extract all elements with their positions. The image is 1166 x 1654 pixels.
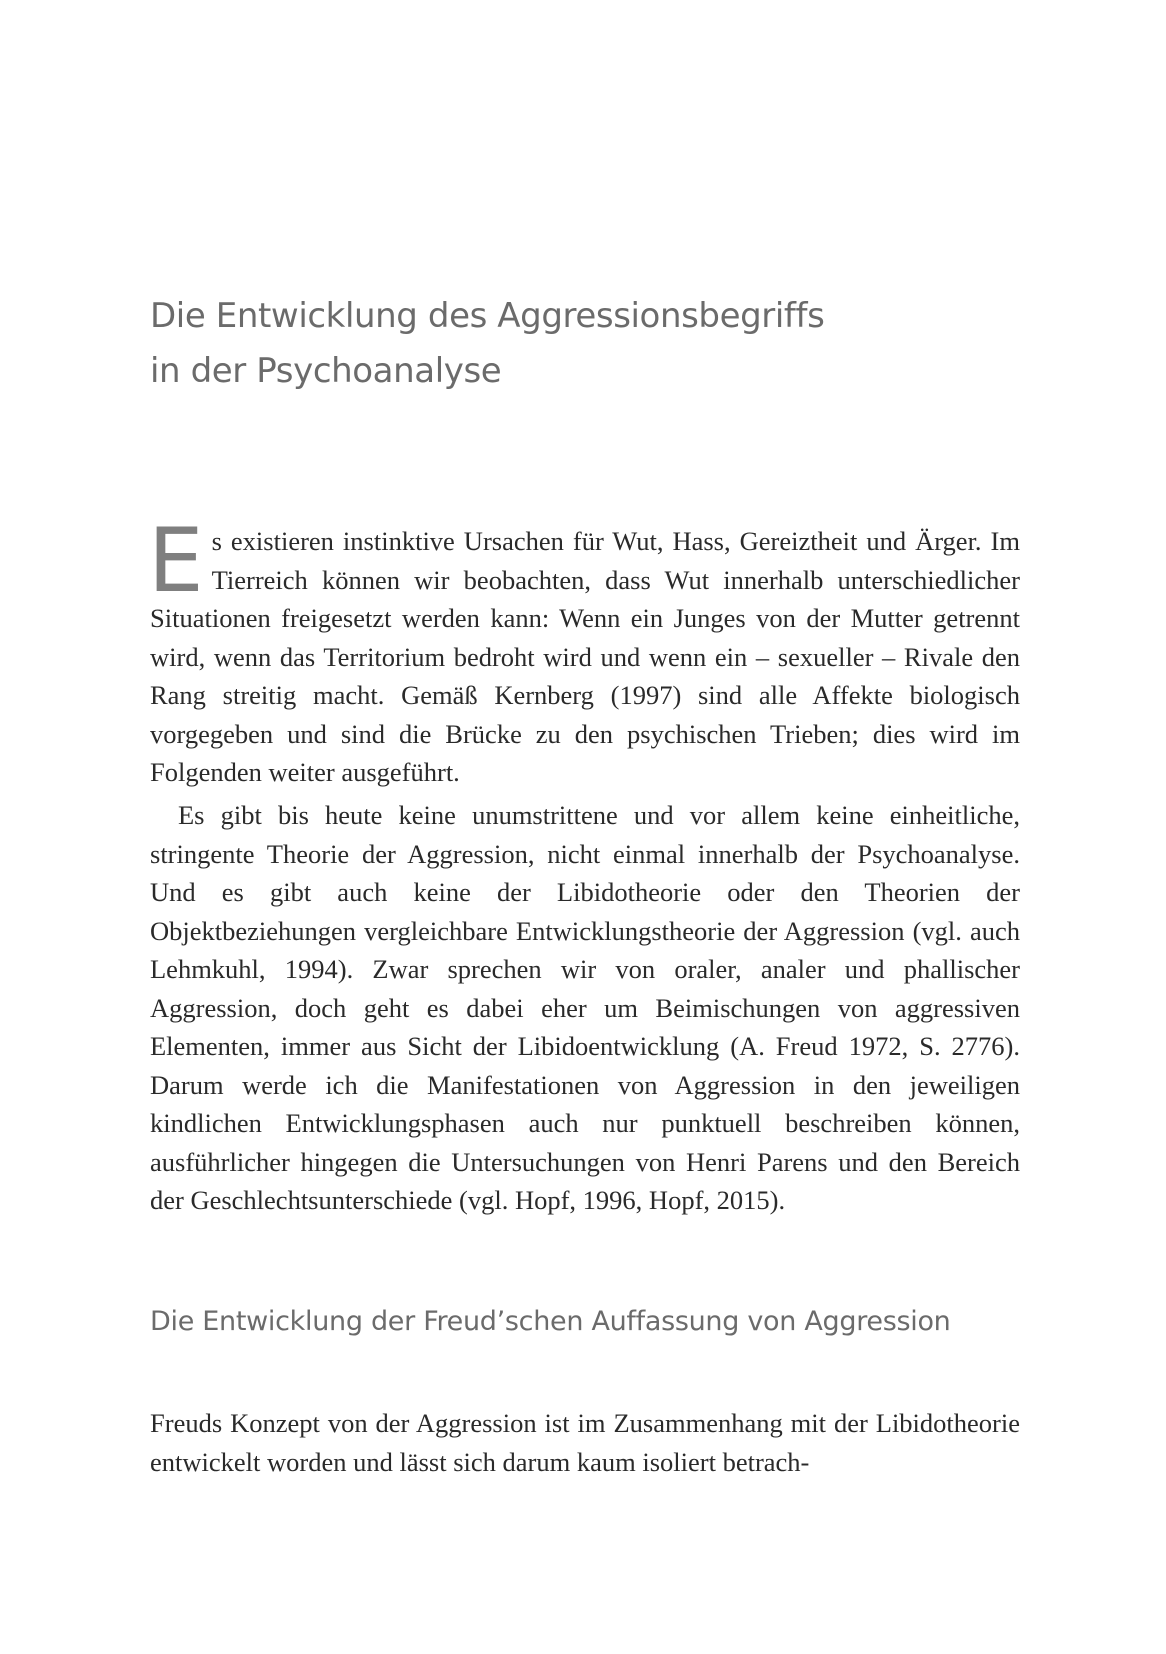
paragraph-1-text: s existieren instinktive Ursachen für Wut, Hass, Gereiztheit und Ärger. Im Tierreich können wir beobachten, dass Wut innerhalb unterschiedlicher Situationen freigesetzt werden kann: Wenn ein Junges von der Mutter getrennt wird, wenn das Territorium bedroht wird und wenn ein – sexueller – Rivale den Rang streitig macht. Gemäß Kernberg (1997) sind alle Affekte biologisch vorgegeben und sind die Brücke zu den psychischen Trieben; dies wird im Folgenden weiter ausgeführt. [150,526,1020,787]
paragraph-1 [148,509,1020,792]
chapter-title-line2: in der Psychoanalyse [150,351,502,391]
drop-cap: E [148,509,204,612]
paragraph-3: Freuds Konzept von der Aggression ist im Zusammenhang mit der Libidotheorie entwickelt worden und lässt sich darum kaum isoliert betrach- [150,1408,1020,1477]
chapter-title-line1: Die Entwicklung des Aggressionsbegriffs [150,296,825,336]
section-heading: Die Entwicklung der Freud’schen Auffassung von Aggression [150,1306,951,1337]
paragraph-2: Es gibt bis heute keine unumstrittene und vor allem keine einheitliche, stringente Theorie der Aggression, nicht einmal innerhalb der Psychoanalyse. Und es gibt auch keine der Libidotheorie oder den Theorien der Objektbeziehungen vergleichbare Entwicklungstheorie der Aggression (vgl. auch Lehmkuhl, 1994). Zwar sprechen wir von oraler, analer und phallischer Aggression, doch geht es dabei eher um Beimischungen von aggressiven Elementen, immer aus Sicht der Libidoentwicklung (A. Freud 1972, S. 2776). Darum werde ich die Manifestationen von Aggression in den jeweiligen kindlichen Entwicklungsphasen auch nur punktuell beschreiben können, ausführlicher hingegen die Untersuchungen von Henri Parens und den Bereich der Geschlechtsunterschiede (vgl. Hopf, 1996, Hopf, 2015). [150,800,1020,1215]
chapter-title [150,289,1030,399]
